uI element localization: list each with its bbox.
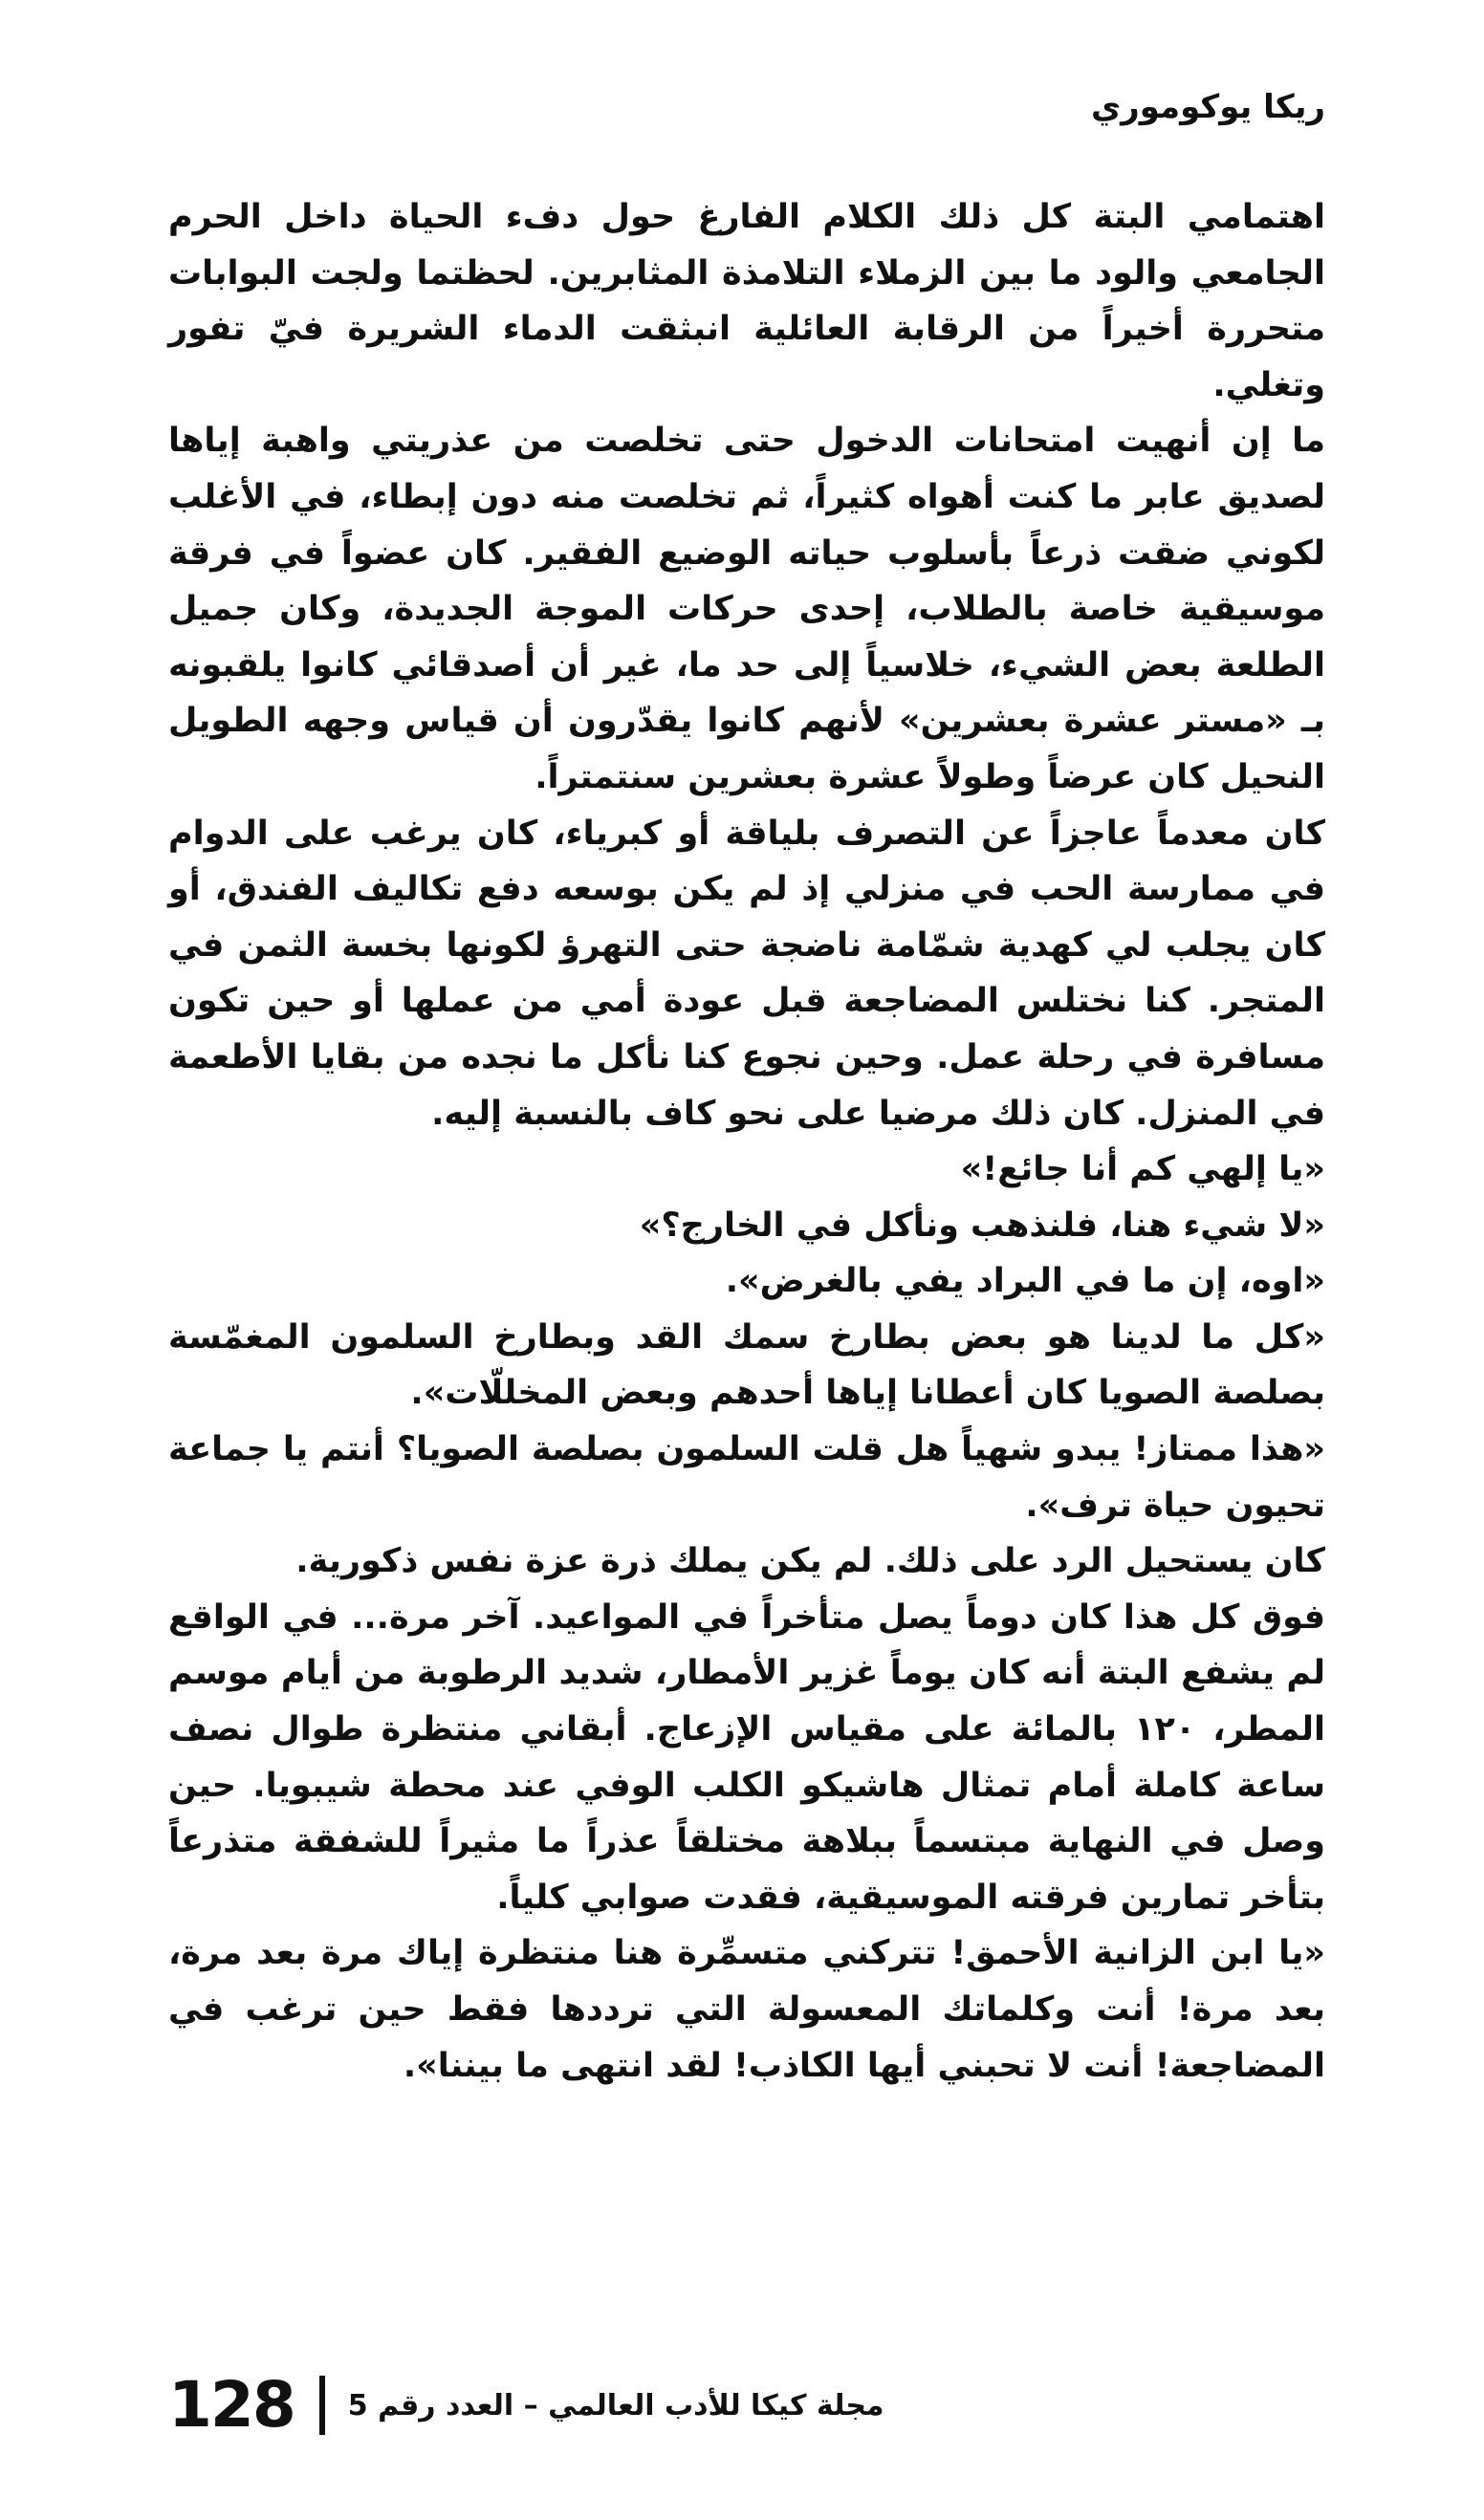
paragraph-4: كان يستحيل الرد على ذلك. لم يكن يملك ذرة عزة نفس ذكورية. <box>295 1542 1325 1581</box>
dialogue-line-5: «هذا ممتاز! يبدو شهياً هل قلت السلمون بصلصة الصويا؟ أنتم يا جماعة تحيون حياة ترف». <box>168 1430 1325 1525</box>
running-header-author: ريكا يوكوموري <box>1091 88 1325 126</box>
dialogue-line-3: «اوه، إن ما في البراد يفي بالغرض». <box>725 1262 1325 1301</box>
dialogue-line-2: «لا شيء هنا، فلنذهب ونأكل في الخارج؟» <box>639 1206 1325 1245</box>
page-body-text <box>168 189 1325 2094</box>
journal-title: مجلة كيكا للأدب العالمي – العدد رقم 5 <box>347 2388 884 2422</box>
page-number: 128 <box>168 2368 295 2442</box>
dialogue-line-4: «كل ما لدينا هو بعض بطارخ سمك القد وبطارخ السلمون المغمّسة بصلصة الصويا كان أعطانا إياها أحدهم وبعض المخللّات». <box>168 1317 1325 1413</box>
paragraph-2: ما إن أنهيت امتحانات الدخول حتى تخلصت من عذريتي واهبة إياها لصديق عابر ما كنت أهواه كثيراً، ثم تخلصت منه دون إبطاء، في الأغلب لكوني ضقت ذرعاً بأسلوب حياته الوضيع الفقير. كان عضواً في فرقة موسيقية خاصة بالطلاب، إحدى حركات الموجة الجديدة، وكان جميل الطلعة بعض الشيء، خلاسياً إلى حد ما، غير أن أصدقائي كانوا يلقبونه بـ «مستر عشرة بعشرين» لأنهم كانوا يقدّرون أن قياس وجهه الطويل النحيل كان عرضاً وطولاً عشرة بعشرين سنتمتراً. <box>168 422 1325 796</box>
page-footer <box>168 2367 884 2444</box>
paragraph-3: كان معدماً عاجزاً عن التصرف بلياقة أو كبرياء، كان يرغب على الدوام في ممارسة الحب في منزلي إذ لم يكن بوسعه دفع تكاليف الفندق، أو كان يجلب لي كهدية شمّامة ناضجة حتى التهرؤ لكونها بخسة الثمن في المتجر. كنا نختلس المضاجعة قبل عودة أمي من عملها أو حين تكون مسافرة في رحلة عمل. وحين نجوع كنا نأكل ما نجده من بقايا الأطعمة في المنزل. كان ذلك مرضيا على نحو كاف بالنسبة إليه. <box>168 814 1325 1133</box>
paragraph-1: اهتمامي البتة كل ذلك الكلام الفارغ حول دفء الحياة داخل الحرم الجامعي والود ما بين الزملاء التلامذة المثابرين. لحظتما ولجت البوابات متحررة أخيراً من الرقابة العائلية انبثقت الدماء الشريرة فيّ تفور وتغلي. <box>168 198 1325 404</box>
dialogue-line-6: «يا ابن الزانية الأحمق! تتركني متسمِّرة هنا منتظرة إياك مرة بعد مرة، بعد مرة! أنت وكلماتك المعسولة التي ترددها فقط حين ترغب في المضاجعة! أنت لا تحبني أيها الكاذب! لقد انتهى ما بيننا». <box>168 1934 1325 2085</box>
paragraph-5: فوق كل هذا كان دوماً يصل متأخراً في المواعيد. آخر مرة... في الواقع لم يشفع البتة أنه كان يوماً غزير الأمطار، شديد الرطوبة من أيام موسم المطر، ١٢٠ بالمائة على مقياس الإزعاج. أبقاني منتظرة طوال نصف ساعة كاملة أمام تمثال هاشيكو الكلب الوفي عند محطة شيبويا. حين وصل في النهاية مبتسماً ببلاهة مختلقاً عذراً ما مثيراً للشفقة متذرعاً بتأخر تمارين فرقته الموسيقية، فقدت صوابي كلياً. <box>168 1597 1325 1917</box>
footer-divider <box>319 2376 325 2435</box>
dialogue-line-1: «يا إلهي كم أنا جائع!» <box>960 1150 1325 1189</box>
